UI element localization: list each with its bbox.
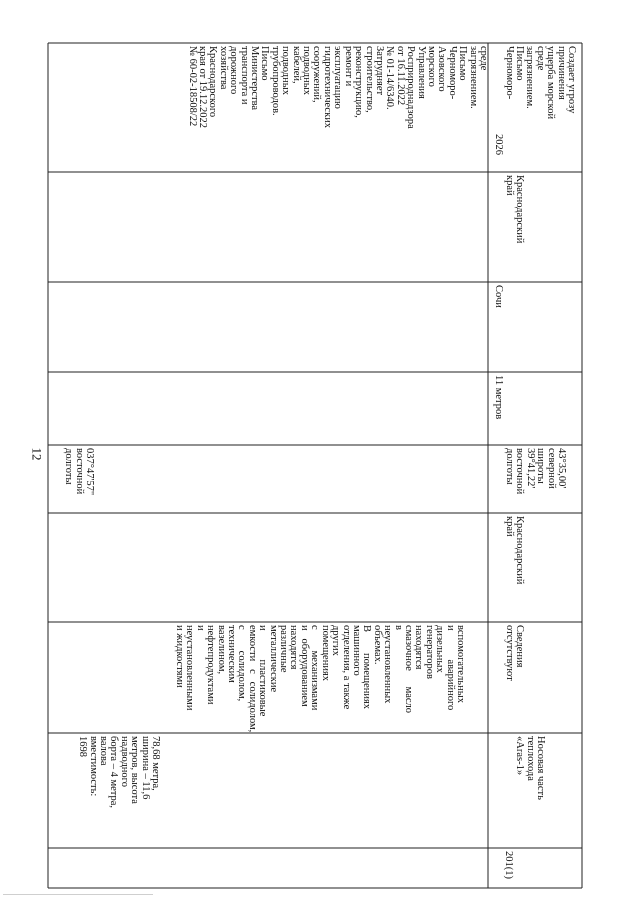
depth-cell: 11 метров [493, 375, 504, 420]
locality-cell: Сочи [493, 285, 504, 308]
region-cell: Краснодарский край [503, 516, 525, 585]
row-number-cell: 201(1) [503, 851, 514, 879]
prev-row-cell-11: среде загрязнением. Письмо Черноморо- Азовского морского Управления Росприроднадзора от 16.11.2022 № 01-14/6340. Затрудняет строительство, реконструкцию, ремонт и эксплуатацию гидротехнических сооружений, подводных кабелей, подводных трубопроводов. Письмо Министерства транспорта и дорожного хозяйства Краснодарского края от 19.12.2022 № 60-02-18508/22 [186, 46, 489, 129]
subject-cell: Краснодарский край [503, 175, 525, 244]
contents-cell: Сведения отсутствуют [503, 625, 525, 681]
prev-row-cell-6: 037°47'57" восточной долготы [63, 448, 95, 496]
scan-footer-line [3, 894, 153, 895]
object-name-cell: Носовая часть теплохода «Aras-1» [514, 736, 546, 800]
coordinates-cell: 43°35,00' северной широты 39°41,22' восточной долготы [503, 448, 567, 495]
page-number: 12 [29, 447, 44, 461]
prev-row-cell-4: вспомогательных и аварийного дизельных генераторов находятся смазочное масло в неустановленных объемах. В помещениях машинного отделения, а также других помещениях с механизмами и оборудованием находятся различные металлические и пластиковые емкости с солидолом, с солидолом, техническим вазелином, нефтепродуктами и неустановленными и жидкостями [174, 625, 466, 733]
remarks-cell: 2026 Создает угрозу причинения ущерба морской среде загрязнением. Письмо Черноморо- [493, 46, 577, 155]
prev-row-cell-3: 78,68 метра, ширина – 11,6 метров, высота надводного борта – 4 метра, валова вместимость: 1698 [77, 736, 161, 809]
